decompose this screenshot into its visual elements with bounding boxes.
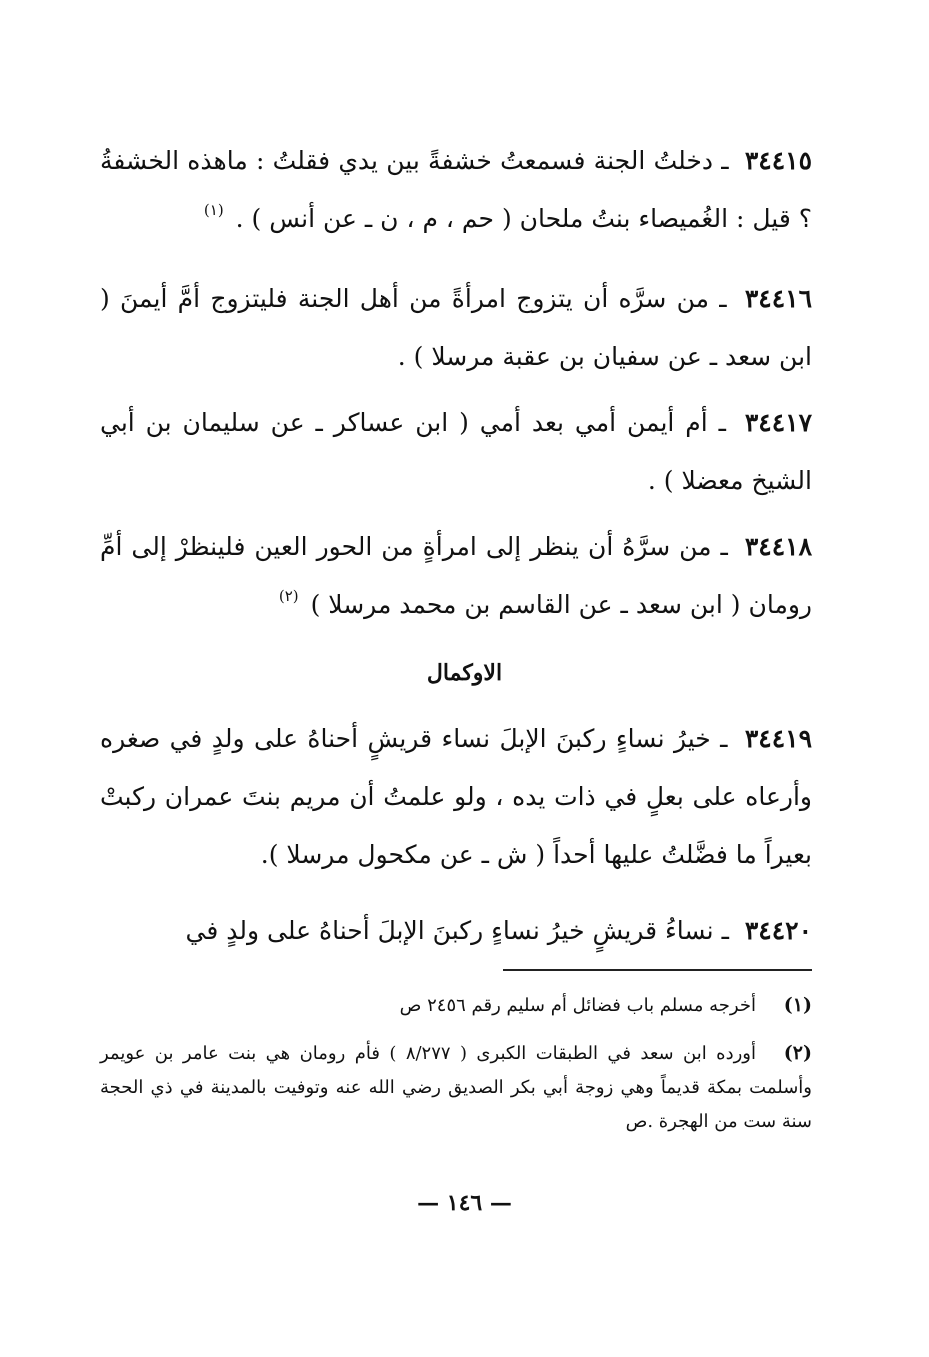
footnote-reference: (١) bbox=[203, 201, 224, 219]
hadith-number: ٣٤٤١٨ bbox=[744, 532, 812, 561]
section-title: الاوكمال bbox=[426, 660, 503, 686]
hadith-number: ٣٤٤١٥ bbox=[744, 146, 812, 175]
hadith-text: من سرَّه أن يتزوج امرأةً من أهل الجنة فليتزوج أمَّ أيمنَ ( ابن سعد ـ عن سفيان بن عقبة مرسلا ) . bbox=[100, 284, 812, 371]
hadith-34419: ٣٤٤١٩ ـ خيرُ نساءٍ ركبنَ الإبلَ نساء قريشٍ أحناهُ على ولدٍ في صغره وأرعاه على بعلٍ في ذات يده ، ولو علمتُ أن مريم بنتَ عمران ركبتْ بعيراً ما فضَّلتُ عليها أحداً ( ش ـ عن مكحول مرسلا ). bbox=[100, 724, 812, 869]
hadith-text: أم أيمن أمي بعد أمي ( ابن عساكر ـ عن سليمان بن أبي الشيخ معضلا ) . bbox=[100, 408, 812, 495]
hadith-text: نساءُ قريشٍ خيرُ نساءٍ ركبنَ الإبلَ أحناهُ على ولدٍ في bbox=[185, 916, 714, 945]
footnote-text: أخرجه مسلم باب فضائل أم سليم رقم ٢٤٥٦ ص bbox=[399, 995, 756, 1016]
footnote-1 bbox=[100, 988, 812, 1023]
hadith-34418: ٣٤٤١٨ ـ من سرَّهُ أن ينظر إلى امرأةٍ من الحور العين فلينظرْ إلى أمِّ رومان ( ابن سعد ـ عن القاسم بن محمد مرسلا ) $^{(٢)}$ bbox=[100, 532, 812, 619]
hadith-34416: ٣٤٤١٦ ـ من سرَّه أن يتزوج امرأةً من أهل الجنة فليتزوج أمَّ أيمنَ ( ابن سعد ـ عن سفيان بن عقبة مرسلا ) . bbox=[100, 284, 812, 371]
footnote-text: أورده ابن سعد في الطبقات الكبرى ( ٨/٢٧٧ ) فأم رومان هي بنت عامر بن عويمر وأسلمت بمكة قديماً وهي زوجة أبي بكر الصديق رضي الله عنه وتوفيت بالمدينة في ذي الحجة سنة ست من الهجرة .ص bbox=[100, 1043, 812, 1132]
hadith-number: ٣٤٤١٦ bbox=[744, 284, 812, 313]
hadith-number: ٣٤٤٢٠ bbox=[744, 916, 812, 945]
footnote-2 bbox=[100, 1036, 812, 1139]
footnote-divider bbox=[503, 969, 812, 971]
footnote-mark: (١) bbox=[783, 994, 812, 1016]
page-number: — ١٤٦ — bbox=[417, 1190, 512, 1216]
hadith-number: ٣٤٤١٩ bbox=[744, 724, 812, 753]
hadith-number: ٣٤٤١٧ bbox=[744, 408, 812, 437]
footnote-reference: (٢) bbox=[278, 587, 299, 605]
hadith-34420: ٣٤٤٢٠ ـ نساءُ قريشٍ خيرُ نساءٍ ركبنَ الإبلَ أحناهُ على ولدٍ في bbox=[185, 916, 812, 945]
hadith-34415: ٣٤٤١٥ ـ دخلتُ الجنة فسمعتُ خشفةً بين يدي فقلتُ : ماهذه الخشفةُ ؟ قيل : الغُميصاء بنتُ ملحان ( حم ، م ، ن ـ عن أنس ) . $^{(١)}$ bbox=[100, 146, 812, 233]
hadith-34417: ٣٤٤١٧ ـ أم أيمن أمي بعد أمي ( ابن عساكر ـ عن سليمان بن أبي الشيخ معضلا ) . bbox=[100, 408, 812, 495]
hadith-text: من سرَّهُ أن ينظر إلى امرأةٍ من الحور العين فلينظرْ إلى أمِّ رومان ( ابن سعد ـ عن القاسم بن محمد مرسلا ) bbox=[100, 532, 812, 619]
footnote-mark: (٢) bbox=[783, 1042, 812, 1064]
hadith-text: دخلتُ الجنة فسمعتُ خشفةً بين يدي فقلتُ : ماهذه الخشفةُ ؟ قيل : الغُميصاء بنتُ ملحان ( حم ، م ، ن ـ عن أنس ) . bbox=[100, 146, 812, 233]
hadith-text: خيرُ نساءٍ ركبنَ الإبلَ نساء قريشٍ أحناهُ على ولدٍ في صغره وأرعاه على بعلٍ في ذات يده ، ولو علمتُ أن مريم بنتَ عمران ركبتْ بعيراً ما فضَّلتُ عليها أحداً ( ش ـ عن مكحول مرسلا ). bbox=[100, 724, 812, 869]
